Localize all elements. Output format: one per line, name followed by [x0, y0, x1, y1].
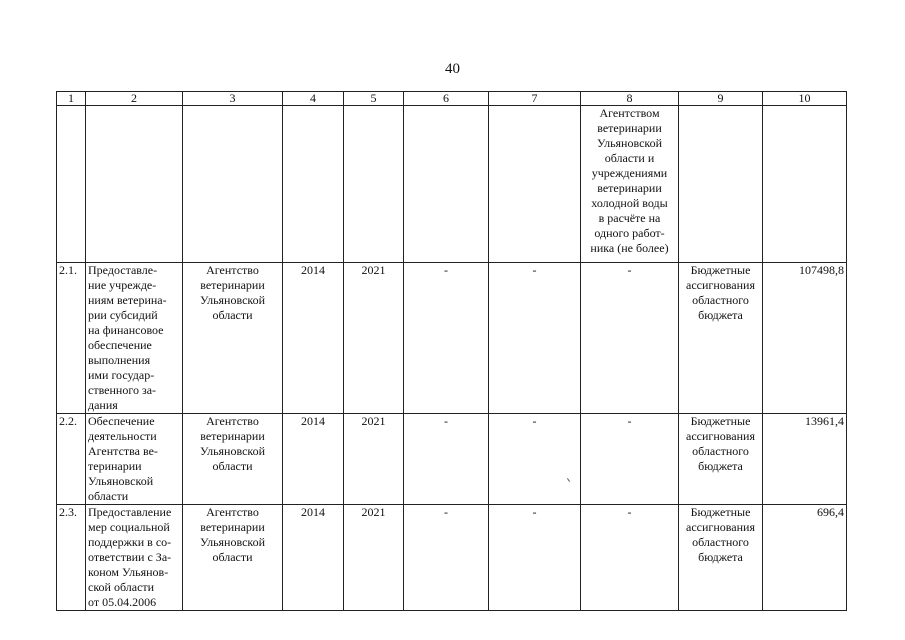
table-row — [57, 414, 847, 505]
header-col-10: 10 — [763, 92, 847, 106]
cell-end-year: 2021 — [344, 505, 404, 611]
cell-funding-source: Бюджетные ассигнования областного бюджета — [679, 414, 763, 505]
cell-empty — [283, 106, 344, 263]
cell-col7: - — [489, 414, 581, 505]
cell-col6: - — [404, 505, 489, 611]
header-col-2: 2 — [86, 92, 183, 106]
cell-empty — [57, 106, 86, 263]
header-col-1: 1 — [57, 92, 86, 106]
header-col-5: 5 — [344, 92, 404, 106]
header-col-7: 7 — [489, 92, 581, 106]
cell-executor: Агентство ветеринарии Ульяновской области — [183, 414, 283, 505]
header-col-9: 9 — [679, 92, 763, 106]
cell-number: 2.3. — [57, 505, 86, 611]
cell-col6: - — [404, 263, 489, 414]
header-col-4: 4 — [283, 92, 344, 106]
cell-end-year: 2021 — [344, 263, 404, 414]
cell-empty — [763, 106, 847, 263]
cell-empty — [183, 106, 283, 263]
cell-col6: - — [404, 414, 489, 505]
cell-empty — [404, 106, 489, 263]
cell-col7: - — [489, 263, 581, 414]
cell-funding-source: Бюджетные ассигнования областного бюджета — [679, 505, 763, 611]
cell-amount: 696,4 — [763, 505, 847, 611]
cell-col8: - — [581, 414, 679, 505]
cell-amount: 13961,4 — [763, 414, 847, 505]
header-col-8: 8 — [581, 92, 679, 106]
cell-col8: - — [581, 263, 679, 414]
cell-executor: Агентство ветеринарии Ульяновской области — [183, 263, 283, 414]
cell-funding-source: Бюджетные ассигнования областного бюджета — [679, 263, 763, 414]
program-table — [56, 91, 847, 611]
cell-number: 2.1. — [57, 263, 86, 414]
cell-empty — [679, 106, 763, 263]
cell-end-year: 2021 — [344, 414, 404, 505]
cell-col8: - — [581, 505, 679, 611]
page-number: 40 — [445, 61, 460, 77]
cell-executor: Агентство ветеринарии Ульяновской области — [183, 505, 283, 611]
cell-measure-name: Предоставле- ние учрежде- ниям ветерина- рии субсидий на финансовое обеспечение выполнения ими государ- ственного за- дания — [86, 263, 183, 414]
header-col-3: 3 — [183, 92, 283, 106]
cell-amount: 107498,8 — [763, 263, 847, 414]
table-row-continuation — [57, 106, 847, 263]
cell-empty — [489, 106, 581, 263]
cell-measure-name: Предоставление мер социальной поддержки в со- ответствии с За- коном Ульянов- ской области от 05.04.2006 — [86, 505, 183, 611]
header-col-6: 6 — [404, 92, 489, 106]
cell-continuation-text: Агентством ветеринарии Ульяновской области и учреждениями ветеринарии холодной воды в расчёте на одного работ- ника (не более) — [581, 106, 679, 263]
cell-empty — [344, 106, 404, 263]
table-row — [57, 505, 847, 611]
cell-measure-name: Обеспечение деятельности Агентства ве- теринарии Ульяновской области — [86, 414, 183, 505]
header-row — [57, 92, 847, 106]
cell-empty — [86, 106, 183, 263]
cell-number: 2.2. — [57, 414, 86, 505]
cell-col7: - — [489, 505, 581, 611]
cell-start-year: 2014 — [283, 263, 344, 414]
cell-start-year: 2014 — [283, 414, 344, 505]
cell-start-year: 2014 — [283, 505, 344, 611]
table-row — [57, 263, 847, 414]
